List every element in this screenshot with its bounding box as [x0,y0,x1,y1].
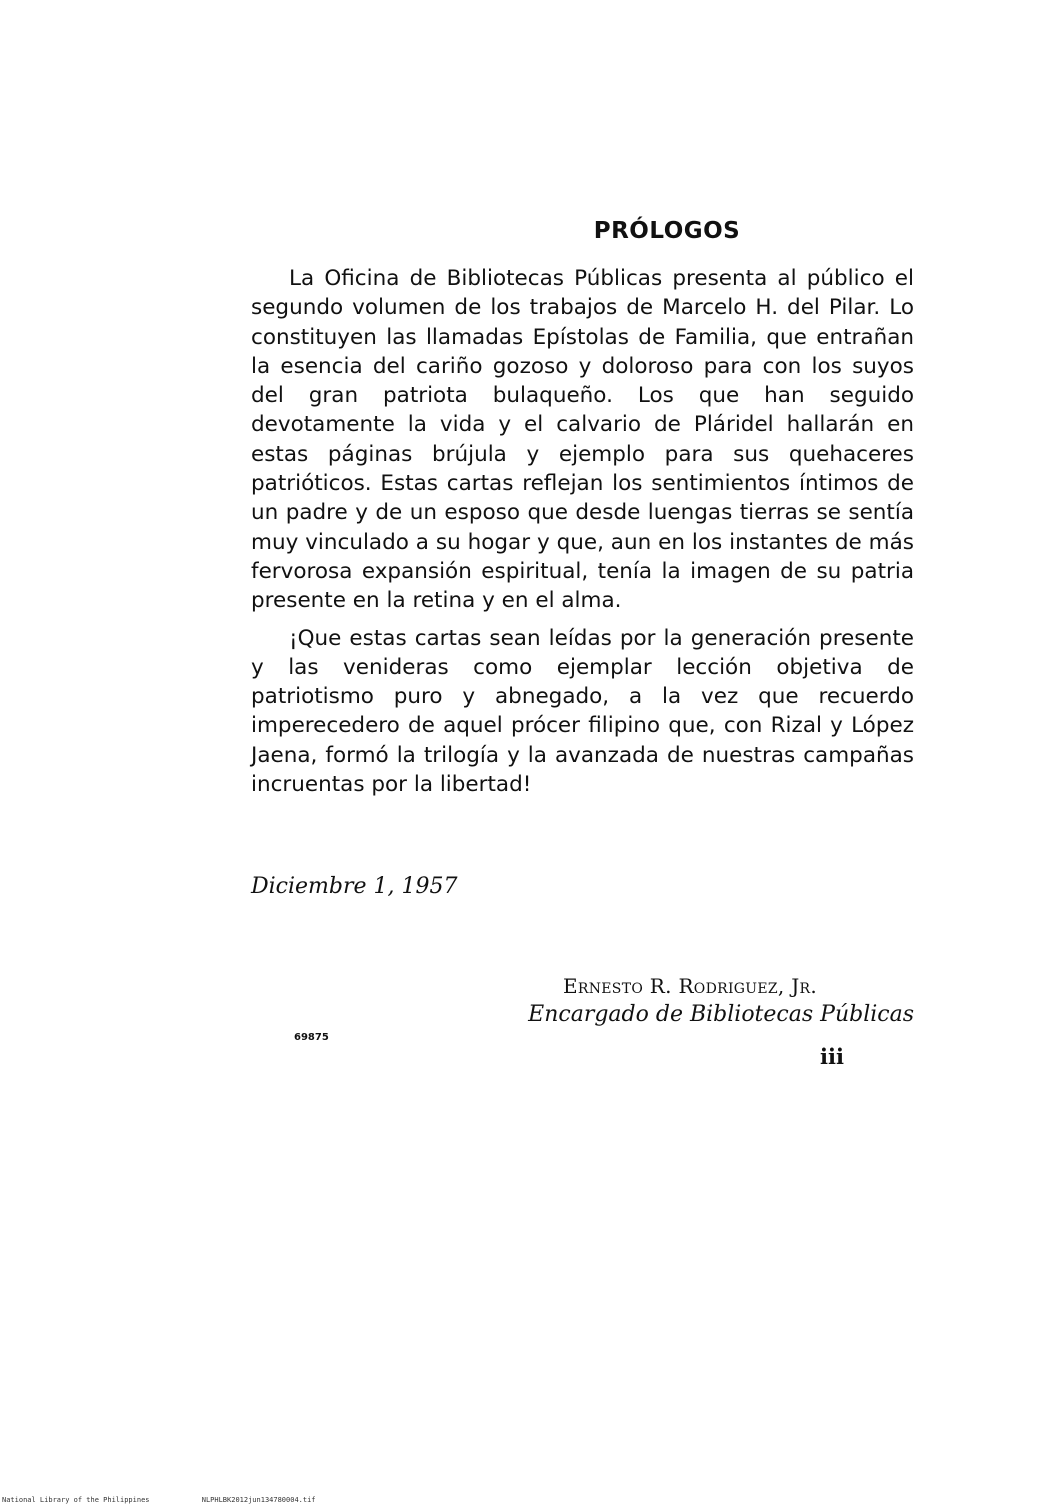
footer-library: National Library of the Philippines [2,1496,150,1504]
paragraph-2: ¡Que estas cartas sean leídas por la generación presente y las venideras como ejemplar lección objetiva de patriotismo puro y abnegado, a la vez que recuerdo imperecedero de aquel prócer filipino que, con Rizal y López Jaena, formó la trilogía y la avanzada de nuestras campañas incruentas por la libertad! [251,625,914,798]
scan-footer [2,1496,364,1504]
stamp-number: 69875 [294,1032,329,1043]
page-title: PRÓLOGOS [593,218,741,244]
page-number: iii [820,1044,844,1069]
paragraph-1: La Oficina de Bibliotecas Públicas presenta al público el segundo volumen de los trabajos de Marcelo H. del Pilar. Lo constituyen las llamadas Epístolas de Familia, que entrañan la esencia del cariño gozoso y doloroso para con los suyos del gran patriota bulaqueño. Los que han seguido devotamente la vida y el calvario de Pláridel hallarán en estas páginas brújula y ejemplo para sus quehaceres patrióticos. Estas cartas reflejan los sentimientos íntimos de un padre y de un esposo que desde luengas tierras se sentía muy vinculado a su hogar y que, aun en los instantes de más fervorosa expansión espiritual, tenía la imagen de su patria presente en la retina y en el alma. [251,266,914,614]
date-line: Diciembre 1, 1957 [251,874,458,899]
signature-name: Ernesto R. Rodriguez, Jr. [563,974,818,998]
signature-role: Encargado de Bibliotecas Públicas [528,1002,914,1027]
prologue-body [251,264,914,799]
footer-file-name: NLPHLBK2012jun134780004.tif [201,1496,316,1504]
